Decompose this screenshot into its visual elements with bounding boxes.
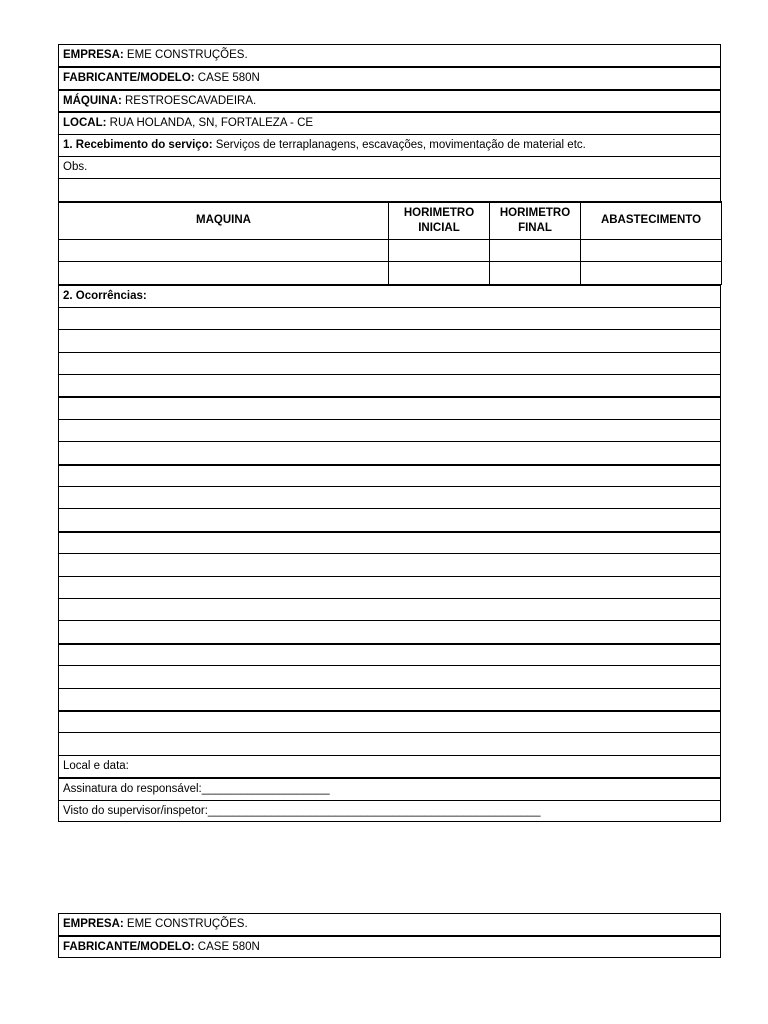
table-cell[interactable]: [581, 239, 722, 261]
table-cell[interactable]: [389, 262, 490, 284]
ocorrencia-line[interactable]: [58, 620, 721, 642]
ocorrencias-row: [58, 285, 721, 307]
fabricante-row-2: [58, 935, 721, 957]
machine-table-header: [59, 202, 722, 240]
ocorrencia-line[interactable]: [58, 531, 721, 553]
horimetro-inicial-line2: INICIAL: [418, 221, 460, 234]
obs-row: [58, 156, 721, 178]
table-cell[interactable]: [581, 262, 722, 284]
ocorrencia-line[interactable]: [58, 710, 721, 732]
visto-row: [58, 800, 721, 822]
empresa-label-2: EMPRESA:: [63, 918, 124, 930]
table-cell[interactable]: [490, 262, 581, 284]
ocorrencia-line[interactable]: [58, 396, 721, 418]
recebimento-value: Serviços de terraplanagens, escavações, movimentação de material etc.: [212, 138, 586, 151]
empresa-value-2: EME CONSTRUÇÕES.: [123, 918, 248, 930]
table-cell[interactable]: [59, 262, 389, 284]
col-maquina-header: MAQUINA: [59, 202, 389, 240]
maquina-row: [58, 89, 721, 111]
col-abastecimento-header: ABASTECIMENTO: [581, 202, 722, 240]
ocorrencias-label: 2. Ocorrências:: [63, 289, 147, 302]
horimetro-inicial-line1: HORIMETRO: [403, 206, 475, 219]
recebimento-row: [58, 134, 721, 156]
fabricante-value: CASE 580N: [194, 72, 260, 85]
local-value: RUA HOLANDA, SN, FORTALEZA - CE: [106, 117, 314, 130]
ocorrencia-line[interactable]: [58, 688, 721, 710]
local-data-label: Local e data:: [63, 759, 129, 772]
ocorrencia-line[interactable]: [58, 329, 721, 351]
service-form: [58, 44, 721, 822]
assinatura-row: [58, 777, 721, 799]
ocorrencia-line[interactable]: [58, 374, 721, 396]
ocorrencia-line[interactable]: [58, 643, 721, 665]
ocorrencia-line[interactable]: [58, 307, 721, 329]
fabricante-label-2: FABRICANTE/MODELO:: [63, 941, 195, 954]
table-row: [59, 262, 722, 284]
maquina-label: MÁQUINA:: [63, 94, 122, 107]
empresa-value: EME CONSTRUÇÕES.: [123, 49, 248, 61]
local-data-row: [58, 755, 721, 777]
ocorrencia-line[interactable]: [58, 508, 721, 530]
fabricante-value-2: CASE 580N: [194, 941, 260, 954]
visto-label: Visto do supervisor/inspetor:____________________________________________________: [63, 804, 541, 817]
table-row: [59, 239, 722, 261]
ocorrencia-line[interactable]: [58, 576, 721, 598]
local-row: [58, 111, 721, 133]
service-form-second: [58, 913, 721, 958]
ocorrencia-line[interactable]: [58, 419, 721, 441]
ocorrencia-line[interactable]: [58, 352, 721, 374]
ocorrencia-line[interactable]: [58, 732, 721, 754]
fabricante-label: FABRICANTE/MODELO:: [63, 72, 195, 85]
ocorrencia-line[interactable]: [58, 665, 721, 687]
ocorrencia-line[interactable]: [58, 464, 721, 486]
col-horimetro-final-header: [490, 202, 581, 240]
obs-label: Obs.: [63, 160, 88, 173]
empresa-label: EMPRESA:: [63, 49, 124, 61]
recebimento-label: 1. Recebimento do serviço:: [63, 138, 213, 151]
horimetro-final-line2: FINAL: [518, 221, 552, 234]
machine-table: [58, 201, 722, 285]
ocorrencia-line[interactable]: [58, 441, 721, 463]
local-label: LOCAL:: [63, 117, 107, 130]
maquina-value: RESTROESCAVADEIRA.: [121, 94, 257, 107]
ocorrencia-line[interactable]: [58, 486, 721, 508]
table-cell[interactable]: [490, 239, 581, 261]
assinatura-label: Assinatura do responsável:____________________: [63, 783, 330, 796]
ocorrencia-line[interactable]: [58, 553, 721, 575]
fabricante-row: [58, 66, 721, 88]
horimetro-final-line1: HORIMETRO: [499, 206, 571, 219]
table-cell[interactable]: [389, 239, 490, 261]
col-horimetro-inicial-header: [389, 202, 490, 240]
empresa-row: [58, 44, 721, 66]
table-cell[interactable]: [59, 239, 389, 261]
ocorrencia-line[interactable]: [58, 598, 721, 620]
empresa-row-2: [58, 913, 721, 935]
obs-blank-row: [58, 178, 721, 200]
